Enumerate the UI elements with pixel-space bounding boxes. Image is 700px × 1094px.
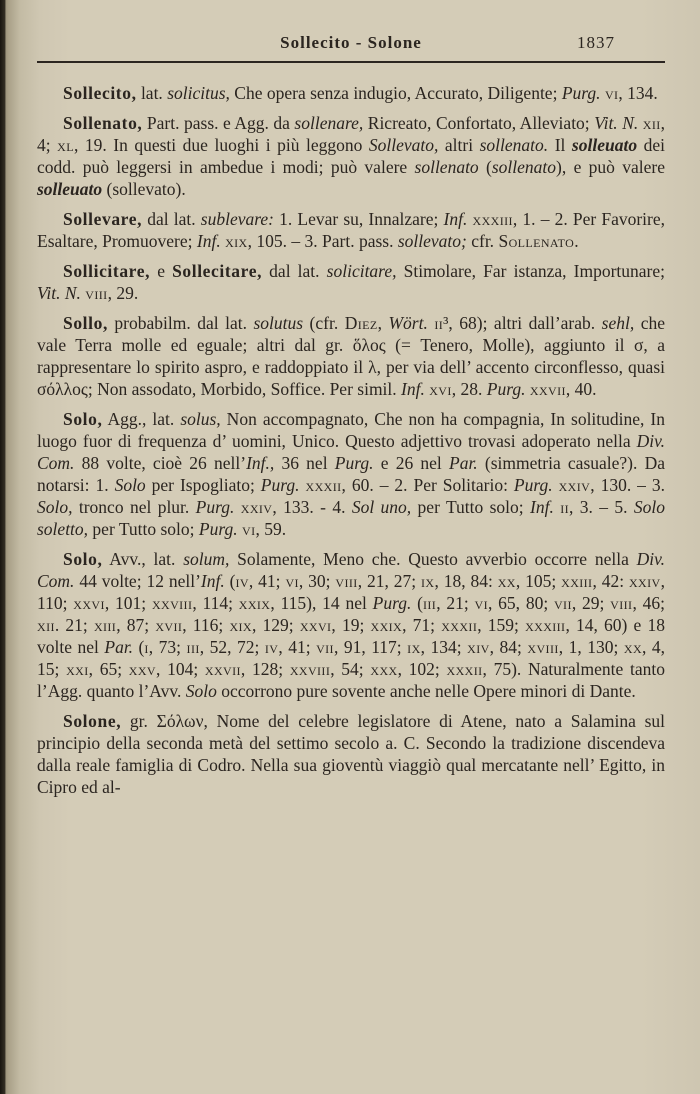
text-run: xxiii bbox=[561, 571, 593, 591]
text-run: solus, bbox=[180, 409, 221, 429]
text-run: , 14, 60) e 18 volte nel bbox=[37, 615, 665, 657]
text-run: Par. bbox=[449, 453, 478, 473]
text-run: vi bbox=[604, 83, 619, 103]
text-run: sollenare, bbox=[294, 113, 364, 133]
text-run: Sollicitare, bbox=[63, 261, 151, 281]
text-run: , 65; bbox=[88, 659, 129, 679]
text-run: Solo, bbox=[63, 549, 103, 569]
text-run: , 87; bbox=[116, 615, 156, 635]
text-run: xxxiii bbox=[525, 615, 566, 635]
text-run: . 21; bbox=[54, 615, 94, 635]
text-run: ix bbox=[420, 571, 435, 591]
text-run: , 134. bbox=[618, 83, 658, 103]
text-run: xxvii bbox=[204, 659, 241, 679]
text-run: , 130. – 3. bbox=[590, 475, 665, 495]
running-title: Sollecito - Solone bbox=[280, 33, 422, 52]
text-run: Avv., lat. bbox=[102, 549, 184, 569]
dictionary-entry-3 bbox=[37, 208, 665, 252]
text-run: xix bbox=[229, 615, 252, 635]
text-run: xx bbox=[623, 637, 643, 657]
text-run: ³, 68); altri dall’arab. bbox=[443, 313, 602, 333]
text-run: Solamente, Meno che. Questo avverbio occorre nella bbox=[229, 549, 637, 569]
text-run: dei codd. può leggersi in ambedue i modi; può valere bbox=[37, 135, 665, 177]
text-run: xxiv bbox=[558, 475, 591, 495]
text-run: , 54; bbox=[330, 659, 371, 679]
text-run: . bbox=[574, 231, 579, 251]
text-run: vii bbox=[553, 593, 572, 613]
text-run: Sollenato bbox=[498, 231, 575, 251]
text-run: xxvii bbox=[529, 379, 566, 399]
binding-shadow bbox=[0, 0, 6, 1094]
text-run: xxix bbox=[370, 615, 403, 635]
text-run: sollenato bbox=[414, 157, 479, 177]
text-run: vii bbox=[316, 637, 334, 657]
text-run: vi bbox=[474, 593, 488, 613]
text-run: Sollenato, bbox=[63, 113, 143, 133]
text-run: e 26 nel bbox=[373, 453, 449, 473]
text-run: , 59. bbox=[255, 519, 287, 539]
text-run: Diez bbox=[344, 313, 378, 333]
dictionary-entry-2 bbox=[37, 112, 665, 200]
text-run: , 19. In questi due luoghi i più leggono bbox=[73, 135, 369, 155]
text-run: vi bbox=[285, 571, 299, 591]
text-run: , 1. – 2. Per Favorire, Esaltare, Promuovere; bbox=[37, 209, 665, 251]
text-run: per Tutto solo; bbox=[88, 519, 199, 539]
text-run: xxi bbox=[66, 659, 89, 679]
text-run: ( bbox=[478, 157, 492, 177]
dictionary-entry-5 bbox=[37, 312, 665, 400]
text-run: che vale Terra molle ed eguale; altri dal gr. ὅλος (= Tenero, Molle), aggiunto il σ, a rappresentare lo spirito aspro, e raddoppiato il λ, per via dell’ accento circonflesso, quasi σόλλος; Non assodato, Morbido, Soffice. Per simil. bbox=[37, 313, 665, 399]
text-run: lat. bbox=[136, 83, 168, 103]
text-run: ( bbox=[411, 593, 423, 613]
text-run: , 133. - 4. bbox=[272, 497, 352, 517]
text-run: Wört. bbox=[388, 313, 428, 333]
text-run: , 41; bbox=[248, 571, 286, 591]
text-run: solleuato bbox=[37, 179, 103, 199]
text-run: , bbox=[377, 313, 389, 333]
text-run: xxviii bbox=[151, 593, 193, 613]
text-run: , 21; bbox=[436, 593, 475, 613]
text-run: Purg. bbox=[372, 593, 412, 613]
text-run: sollenato. bbox=[479, 135, 549, 155]
text-run: , 1, 130; bbox=[558, 637, 624, 657]
text-run: occorrono pure sovente anche nelle Opere minori di Dante. bbox=[216, 681, 636, 701]
text-run: xxxiii bbox=[472, 209, 513, 229]
text-run: Sollevato, bbox=[368, 135, 439, 155]
text-run: dal lat. bbox=[262, 261, 327, 281]
text-run: xiii bbox=[93, 615, 117, 635]
text-run: Vit. N. bbox=[594, 113, 639, 133]
text-run: iii bbox=[422, 593, 437, 613]
text-run: , 18, 84: bbox=[434, 571, 498, 591]
text-run: Solo bbox=[185, 681, 217, 701]
text-run: Agg., lat. bbox=[102, 409, 181, 429]
text-run: xxx bbox=[370, 659, 398, 679]
text-run: , 110; bbox=[37, 571, 665, 613]
dictionary-entry-7 bbox=[37, 548, 665, 702]
text-run: viii bbox=[610, 593, 633, 613]
text-run: , 29; bbox=[571, 593, 611, 613]
text-run: ( bbox=[133, 637, 145, 657]
text-run: viii bbox=[85, 283, 108, 303]
text-run: (simmetria casuale?). Da notarsi: 1. bbox=[37, 453, 665, 495]
text-run: solleuato bbox=[571, 135, 638, 155]
text-run: , 105. – 3. Part. pass. bbox=[247, 231, 398, 251]
text-block bbox=[37, 82, 665, 806]
text-run: e bbox=[150, 261, 173, 281]
text-run: Inf., bbox=[246, 453, 275, 473]
text-run: , 116; bbox=[182, 615, 230, 635]
text-run: xxxii bbox=[305, 475, 342, 495]
text-run: , 41; bbox=[278, 637, 317, 657]
text-run: ), e può valere bbox=[556, 157, 665, 177]
text-run: altri bbox=[438, 135, 480, 155]
text-run: xxvi bbox=[73, 593, 105, 613]
text-run: sublevare: bbox=[200, 209, 274, 229]
text-run: dal lat. bbox=[142, 209, 201, 229]
text-run: tronco nel plur. bbox=[72, 497, 196, 517]
text-run: Che opera senza indugio, Accurato, Diligente; bbox=[229, 83, 562, 103]
text-run: xxv bbox=[128, 659, 156, 679]
text-run: , 115), 14 nel bbox=[270, 593, 373, 613]
text-run: Sollevare, bbox=[63, 209, 143, 229]
text-run: i bbox=[144, 637, 149, 657]
text-run: sollenato bbox=[491, 157, 557, 177]
text-run: xxxii bbox=[441, 615, 478, 635]
text-run: iv bbox=[235, 571, 249, 591]
text-run: , 134; bbox=[420, 637, 468, 657]
text-run: Div. Com. bbox=[37, 549, 665, 591]
text-run: xii bbox=[37, 615, 55, 635]
text-run: 88 volte, cioè 26 nell’ bbox=[74, 453, 247, 473]
text-run: xxxii bbox=[446, 659, 483, 679]
text-run: , 65, 80; bbox=[487, 593, 554, 613]
text-run: Part. pass. e Agg. da bbox=[142, 113, 295, 133]
text-run: iv bbox=[264, 637, 279, 657]
text-run: xviii bbox=[527, 637, 559, 657]
text-run: solicitus, bbox=[167, 83, 230, 103]
text-run: , 73; bbox=[148, 637, 187, 657]
text-run: xvii bbox=[155, 615, 183, 635]
text-run: gr. Σόλων, Nome del celebre legislatore di Atene, nato a Salamina sul principio della seconda metà del settimo secolo a. C. Secondo la tradizione discendeva dalla reale famiglia di Codro. Nella sua gioventù viaggiò qual mercatante nell’ Egitto, in Cipro ed al- bbox=[37, 711, 665, 797]
text-run: xxix bbox=[238, 593, 271, 613]
text-run: , 29. bbox=[107, 283, 139, 303]
text-run: sollevato; bbox=[397, 231, 467, 251]
text-run: , 105; bbox=[515, 571, 562, 591]
text-run: xvi bbox=[429, 379, 452, 399]
text-run: Purg. bbox=[195, 497, 235, 517]
text-run: Solo bbox=[114, 475, 146, 495]
text-run: , 4, 15; bbox=[37, 637, 666, 679]
text-run: Vit. N. bbox=[37, 283, 81, 303]
text-run: , 4; bbox=[37, 113, 665, 155]
text-run: , 21, 27; bbox=[357, 571, 421, 591]
header-rule bbox=[37, 61, 665, 63]
text-run: , 84; bbox=[489, 637, 528, 657]
text-run: cfr. bbox=[466, 231, 499, 251]
text-run: Purg. bbox=[486, 379, 526, 399]
text-run: per Ispogliato; bbox=[145, 475, 261, 495]
page-number: 1837 bbox=[577, 33, 615, 52]
text-run: Sollo, bbox=[63, 313, 108, 333]
text-run: per Tutto solo; bbox=[411, 497, 531, 517]
text-run: , 128; bbox=[240, 659, 290, 679]
text-run: Sol uno, bbox=[351, 497, 412, 517]
text-run: solum, bbox=[183, 549, 230, 569]
text-run: 44 volte; 12 nell’ bbox=[74, 571, 201, 591]
text-run: xxvi bbox=[299, 615, 332, 635]
text-run: xix bbox=[225, 231, 248, 251]
dictionary-entry-8 bbox=[37, 710, 665, 798]
text-run: iii bbox=[186, 637, 200, 657]
text-run: , 71; bbox=[402, 615, 442, 635]
text-run: Ricreato, Confortato, Alleviato; bbox=[363, 113, 595, 133]
text-run: Solo, bbox=[63, 409, 103, 429]
text-run: Non accompagnato, Che non ha compagnia, In solitudine, In luogo fuor di frequenza d’ uomini, Unico. Questo adjettivo trovasi adoperato nella bbox=[37, 409, 665, 451]
text-run: , 102; bbox=[397, 659, 447, 679]
text-run: Purg. bbox=[198, 519, 238, 539]
text-run: Inf. bbox=[401, 379, 425, 399]
text-run: (sollevato). bbox=[102, 179, 186, 199]
text-run: , 3. – 5. bbox=[569, 497, 634, 517]
dictionary-entry-6 bbox=[37, 408, 665, 540]
text-run: , 104; bbox=[155, 659, 205, 679]
text-run: , 46; bbox=[632, 593, 665, 613]
text-run: , 30; bbox=[298, 571, 336, 591]
text-run: probabilm. dal lat. bbox=[107, 313, 254, 333]
text-run: , 60. – 2. Per Solitario: bbox=[341, 475, 514, 495]
text-run: ix bbox=[407, 637, 421, 657]
text-run: , 40. bbox=[565, 379, 597, 399]
text-run: 36 nel bbox=[274, 453, 335, 473]
page-header bbox=[37, 33, 665, 57]
text-run: xii bbox=[642, 113, 661, 133]
text-run: Il bbox=[548, 135, 572, 155]
text-run: , 129; bbox=[251, 615, 300, 635]
dictionary-entry-1 bbox=[37, 82, 665, 104]
text-run: , 42: bbox=[592, 571, 629, 591]
dictionary-entry-4 bbox=[37, 260, 665, 304]
text-run: xxiv bbox=[628, 571, 661, 591]
text-run: Solo soletto, bbox=[37, 497, 666, 539]
text-run: Purg. bbox=[513, 475, 553, 495]
text-run: Purg. bbox=[561, 83, 601, 103]
text-run: solutus bbox=[253, 313, 304, 333]
text-run: Solone, bbox=[63, 711, 122, 731]
text-run: Stimolare, Far istanza, Importunare; bbox=[396, 261, 666, 281]
text-run: , 101; bbox=[104, 593, 152, 613]
text-run: Sollecito, bbox=[63, 83, 137, 103]
text-run: , 52, 72; bbox=[199, 637, 265, 657]
text-run: xx bbox=[497, 571, 516, 591]
text-run: solicitare, bbox=[326, 261, 397, 281]
text-run: (cfr. bbox=[303, 313, 345, 333]
text-run: , 19; bbox=[331, 615, 371, 635]
text-run: xxviii bbox=[289, 659, 331, 679]
text-run: xiv bbox=[467, 637, 490, 657]
text-run: ( bbox=[224, 571, 236, 591]
text-run: Inf. bbox=[530, 497, 554, 517]
text-run: Purg. bbox=[334, 453, 374, 473]
text-run: xl bbox=[57, 135, 74, 155]
text-run: Inf. bbox=[200, 571, 225, 591]
text-run: Inf. bbox=[196, 231, 221, 251]
text-run: 1. Levar su, Innalzare; bbox=[273, 209, 444, 229]
text-run: Inf. bbox=[443, 209, 468, 229]
text-run: , 91, 117; bbox=[333, 637, 408, 657]
text-run: vi bbox=[242, 519, 256, 539]
text-run: , 28. bbox=[451, 379, 487, 399]
text-run: xxiv bbox=[240, 497, 273, 517]
text-run: Div. Com. bbox=[37, 431, 665, 473]
text-run: sehl, bbox=[601, 313, 635, 333]
text-run: ii bbox=[434, 313, 444, 333]
text-run: ii bbox=[560, 497, 570, 517]
text-run: , 114; bbox=[192, 593, 239, 613]
text-run: Purg. bbox=[260, 475, 300, 495]
text-run: Par. bbox=[104, 637, 134, 657]
text-run: viii bbox=[335, 571, 358, 591]
text-run: Sollecitare, bbox=[172, 261, 263, 281]
text-run: Solo, bbox=[37, 497, 73, 517]
text-run: , 75). Naturalmente tanto l’Agg. quanto l’Avv. bbox=[37, 659, 665, 701]
text-run: , 159; bbox=[477, 615, 526, 635]
